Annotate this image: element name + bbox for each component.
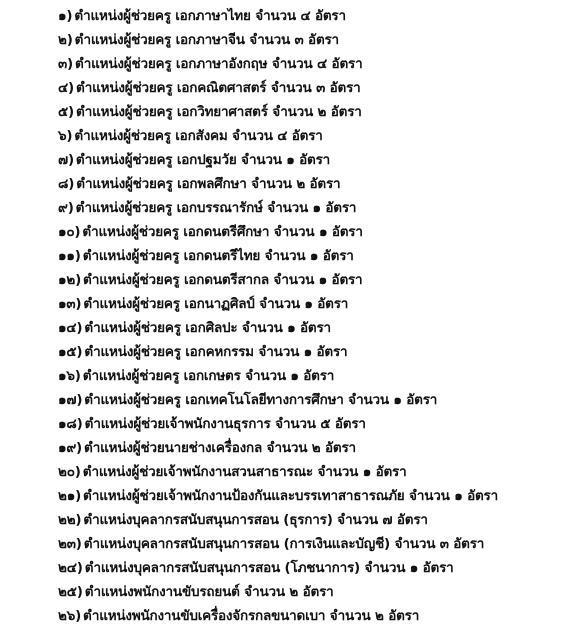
item-text: ตำแหน่งผู้ช่วยครู เอกเทคโนโลยีทางการศึกษา จำนวน ๑ อัตรา xyxy=(84,392,438,408)
item-number: ๑) xyxy=(58,8,73,24)
item-number: ๒๔) xyxy=(58,560,83,576)
list-item xyxy=(58,124,558,148)
list-item xyxy=(58,580,558,604)
list-item xyxy=(58,364,558,388)
item-number: ๔) xyxy=(58,80,74,96)
item-text: ตำแหน่งพนักงานขับรถยนต์ จำนวน ๒ อัตรา xyxy=(84,584,334,600)
item-text: ตำแหน่งบุคลากรสนับสนุนการสอน (ธุรการ) จำนวน ๗ อัตรา xyxy=(83,512,428,528)
item-text: ตำแหน่งผู้ช่วยเจ้าพนักงานสวนสาธารณะ จำนวน ๑ อัตรา xyxy=(82,464,407,480)
list-item xyxy=(58,100,558,124)
list-item xyxy=(58,436,558,460)
item-text: ตำแหน่งผู้ช่วยครู เอกบรรณารักษ์ จำนวน ๑ อัตรา xyxy=(75,200,357,216)
item-number: ๒๐) xyxy=(58,464,81,480)
item-text: ตำแหน่งผู้ช่วยครู เอกเกษตร จำนวน ๑ อัตรา xyxy=(82,368,335,384)
item-text: ตำแหน่งผู้ช่วยเจ้าพนักงานป้องกันและบรรเทาสาธารณภัย จำนวน ๑ อัตรา xyxy=(83,488,498,504)
list-item xyxy=(58,484,558,508)
item-number: ๓) xyxy=(58,56,73,72)
list-item xyxy=(58,244,558,268)
list-item xyxy=(58,28,558,52)
item-number: ๒๕) xyxy=(58,584,83,600)
item-number: ๑๘) xyxy=(58,416,83,432)
item-number: ๑๐) xyxy=(58,224,81,240)
item-text: ตำแหน่งบุคลากรสนับสนุนการสอน (การเงินและบัญชี) จำนวน ๓ อัตรา xyxy=(83,536,485,552)
item-text: ตำแหน่งบุคลากรสนับสนุนการสอน (โภชนาการ) จำนวน ๑ อัตรา xyxy=(84,560,454,576)
item-text: ตำแหน่งผู้ช่วยครู เอกคหกรรม จำนวน ๑ อัตรา xyxy=(84,344,348,360)
item-number: ๑๑) xyxy=(58,248,81,264)
item-text: ตำแหน่งผู้ช่วยครู เอกปฐมวัย จำนวน ๑ อัตรา xyxy=(75,152,331,168)
list-item xyxy=(58,292,558,316)
item-text: ตำแหน่งผู้ช่วยครู เอกดนตรีไทย จำนวน ๑ อัตรา xyxy=(82,248,354,264)
list-item xyxy=(58,196,558,220)
list-item xyxy=(58,316,558,340)
item-text: ตำแหน่งผู้ช่วยครู เอกดนตรีสากล จำนวน ๑ อัตรา xyxy=(83,272,363,288)
item-number: ๒๒) xyxy=(58,512,82,528)
item-text: ตำแหน่งผู้ช่วยครู เอกศิลปะ จำนวน ๑ อัตรา xyxy=(84,320,331,336)
item-text: ตำแหน่งผู้ช่วยครู เอกภาษาไทย จำนวน ๔ อัตรา xyxy=(74,8,346,24)
list-item xyxy=(58,148,558,172)
list-item xyxy=(58,220,558,244)
item-text: ตำแหน่งผู้ช่วยครู เอกนาฏศิลป์ จำนวน ๑ อัตรา xyxy=(83,296,349,312)
item-number: ๒) xyxy=(58,32,73,48)
item-number: ๙) xyxy=(58,200,74,216)
item-number: ๑๙) xyxy=(58,440,83,456)
item-number: ๑๗) xyxy=(58,392,83,408)
list-item xyxy=(58,172,558,196)
item-number: ๑๔) xyxy=(58,320,83,336)
list-item xyxy=(58,388,558,412)
list-item xyxy=(58,604,558,628)
list-item xyxy=(58,268,558,292)
item-number: ๖) xyxy=(58,128,73,144)
item-number: ๗) xyxy=(58,152,74,168)
item-number: ๒๓) xyxy=(58,536,82,552)
item-number: ๒๖) xyxy=(58,608,82,624)
item-number: ๕) xyxy=(58,104,74,120)
item-number: ๑๓) xyxy=(58,296,82,312)
list-item xyxy=(58,556,558,580)
item-number: ๘) xyxy=(58,176,75,192)
item-text: ตำแหน่งผู้ช่วยครู เอกพลศึกษา จำนวน ๒ อัตรา xyxy=(76,176,341,192)
list-item xyxy=(58,52,558,76)
item-text: ตำแหน่งผู้ช่วยครู เอกดนตรีศึกษา จำนวน ๑ อัตรา xyxy=(82,224,363,240)
list-item xyxy=(58,532,558,556)
item-text: ตำแหน่งพนักงานขับเครื่องจักรกลขนาดเบา จำนวน ๒ อัตรา xyxy=(83,608,420,624)
item-text: ตำแหน่งผู้ช่วยครู เอกสังคม จำนวน ๔ อัตรา xyxy=(74,128,323,144)
item-number: ๑๒) xyxy=(58,272,82,288)
item-text: ตำแหน่งผู้ช่วยครู เอกภาษาจีน จำนวน ๓ อัตรา xyxy=(74,32,339,48)
item-text: ตำแหน่งผู้ช่วยนายช่างเครื่องกล จำนวน ๒ อัตรา xyxy=(84,440,356,456)
item-number: ๑๕) xyxy=(58,344,83,360)
item-number: ๒๑) xyxy=(58,488,82,504)
item-text: ตำแหน่งผู้ช่วยครู เอกวิทยาศาสตร์ จำนวน ๒ อัตรา xyxy=(76,104,362,120)
item-text: ตำแหน่งผู้ช่วยครู เอกคณิตศาสตร์ จำนวน ๓ อัตรา xyxy=(76,80,361,96)
list-item xyxy=(58,412,558,436)
position-list xyxy=(58,4,558,628)
list-item xyxy=(58,340,558,364)
list-item xyxy=(58,76,558,100)
list-item xyxy=(58,460,558,484)
item-text: ตำแหน่งผู้ช่วยเจ้าพนักงานธุรการ จำนวน ๕ อัตรา xyxy=(84,416,366,432)
list-item xyxy=(58,508,558,532)
item-number: ๑๖) xyxy=(58,368,81,384)
item-text: ตำแหน่งผู้ช่วยครู เอกภาษาอังกฤษ จำนวน ๔ อัตรา xyxy=(75,56,363,72)
list-item xyxy=(58,4,558,28)
